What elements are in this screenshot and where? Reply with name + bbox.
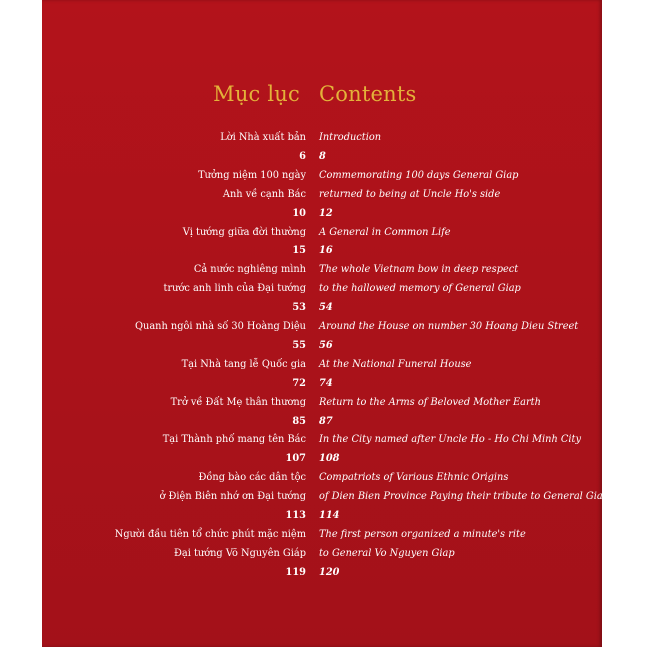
toc-entry-row — [0, 226, 647, 244]
english-page-number: 8 — [319, 150, 326, 162]
vietnamese-page-number: 6 — [299, 150, 306, 162]
vietnamese-page-number: 53 — [292, 302, 306, 314]
toc-entry-row — [0, 169, 647, 187]
toc-page-number-row — [0, 339, 647, 357]
toc-entry-row — [0, 358, 647, 376]
vietnamese-page-number: 15 — [292, 245, 306, 257]
toc-entry-row — [0, 282, 647, 300]
vietnamese-page-number: 119 — [285, 566, 306, 578]
english-page-number: 16 — [319, 245, 333, 257]
toc-entry-row — [0, 433, 647, 451]
toc-entry-row — [0, 131, 647, 149]
vietnamese-entry: Trở về Đất Mẹ thân thương — [170, 396, 306, 408]
toc-entry-row — [0, 396, 647, 414]
english-entry: The first person organized a minute's rite — [319, 528, 526, 540]
vietnamese-entry: Đồng bào các dân tộc — [198, 472, 306, 484]
vietnamese-entry: Tại Thành phố mang tên Bác — [162, 434, 306, 446]
vietnamese-entry: Tưởng niệm 100 ngày — [198, 169, 306, 181]
english-page-number: 12 — [319, 207, 333, 219]
vietnamese-page-number: 55 — [292, 339, 306, 351]
vietnamese-entry: Người đầu tiên tổ chức phút mặc niệm — [114, 528, 306, 540]
english-entry: In the City named after Uncle Ho - Ho Chi Minh City — [319, 434, 581, 446]
toc-title-english: Contents — [319, 82, 417, 106]
vietnamese-entry: Cả nước nghiêng mình — [193, 264, 306, 276]
vietnamese-entry: Anh về cạnh Bác — [222, 188, 306, 200]
vietnamese-entry: ở Điện Biên nhớ ơn Đại tướng — [159, 491, 306, 503]
toc-entry-row — [0, 320, 647, 338]
english-entry: Return to the Arms of Beloved Mother Earth — [319, 396, 541, 408]
toc-entry-row — [0, 263, 647, 281]
toc-title-vietnamese: Mục lục — [213, 82, 300, 106]
vietnamese-page-number: 10 — [292, 207, 306, 219]
toc-entry-row — [0, 528, 647, 546]
english-page-number: 54 — [319, 302, 333, 314]
english-entry: Commemorating 100 days General Giap — [319, 169, 519, 181]
toc-page-number-row — [0, 566, 647, 584]
english-entry: Around the House on number 30 Hoang Dieu Street — [319, 321, 579, 332]
english-entry: to General Vo Nguyen Giap — [319, 547, 455, 559]
english-entry: At the National Funeral House — [319, 358, 472, 370]
english-page-number: 56 — [319, 339, 333, 351]
vietnamese-entry: Tại Nhà tang lễ Quốc gia — [181, 358, 306, 370]
vietnamese-entry: trước anh linh của Đại tướng — [163, 283, 306, 295]
english-entry: A General in Common Life — [319, 226, 451, 238]
vietnamese-page-number: 72 — [292, 377, 306, 389]
vietnamese-entry: Quanh ngôi nhà số 30 Hoàng Diệu — [134, 321, 306, 332]
english-entry: of Dien Bien Province Paying their tribute to General Giap — [319, 491, 609, 503]
english-page-number: 108 — [319, 453, 340, 465]
english-page-number: 120 — [319, 566, 340, 578]
toc-entry-row — [0, 490, 647, 508]
english-entry: The whole Vietnam bow in deep respect — [319, 264, 519, 276]
toc-page-number-row — [0, 452, 647, 470]
toc-page-number-row — [0, 150, 647, 168]
vietnamese-page-number: 107 — [285, 453, 306, 465]
english-page-number: 114 — [319, 510, 340, 521]
toc-entry-row — [0, 188, 647, 206]
english-entry: Compatriots of Various Ethnic Origins — [319, 472, 509, 484]
vietnamese-page-number: 113 — [285, 510, 306, 521]
toc-entry-row — [0, 471, 647, 489]
toc-page-number-row — [0, 301, 647, 319]
toc-page-number-row — [0, 207, 647, 225]
english-entry: to the hallowed memory of General Giap — [319, 283, 521, 295]
toc-page-number-row — [0, 244, 647, 262]
english-entry: returned to being at Uncle Ho's side — [319, 188, 501, 200]
vietnamese-entry: Đại tướng Võ Nguyên Giáp — [173, 547, 306, 559]
english-page-number: 87 — [319, 415, 333, 427]
vietnamese-entry: Vị tướng giữa đời thường — [182, 226, 306, 238]
vietnamese-entry: Lời Nhà xuất bản — [220, 132, 306, 143]
toc-page-number-row — [0, 415, 647, 433]
vietnamese-page-number: 85 — [292, 415, 306, 427]
toc-page-number-row — [0, 509, 647, 527]
english-page-number: 74 — [319, 377, 333, 389]
toc-page-number-row — [0, 377, 647, 395]
english-entry: Introduction — [319, 132, 382, 143]
toc-entry-row — [0, 547, 647, 565]
